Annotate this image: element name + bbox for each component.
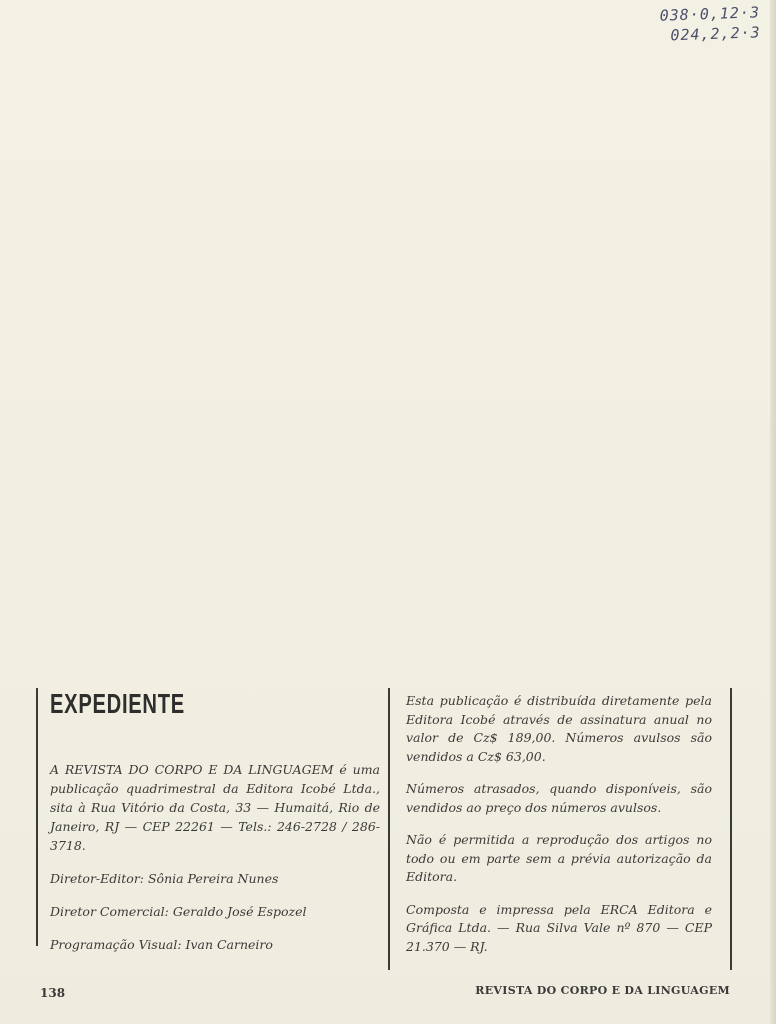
running-title: REVISTA DO CORPO E DA LINGUAGEM	[475, 984, 730, 997]
page-edge	[770, 0, 776, 1024]
handwritten-catalog-note	[659, 2, 761, 45]
printer-paragraph: Composta e impressa pela ERCA Editora e Gráfica Ltda. — Rua Silva Vale nº 870 — CEP 21.370 — RJ.	[406, 901, 712, 954]
expediente-text	[50, 760, 380, 954]
credit-director-editor: Diretor-Editor: Sônia Pereira Nunes	[50, 871, 279, 886]
publication-info: A REVISTA DO CORPO E DA LINGUAGEM é uma publicação quadrimestral da Editora Icobé Ltda., sita à Rua Vitório da Costa, 33 — Humaitá, Rio de Janeiro, RJ — CEP 22261 — Tels.: 246-2728 / 286-3718.	[50, 762, 380, 853]
distribution-text	[406, 692, 712, 970]
back-issues-paragraph: Números atrasados, quando disponíveis, são vendidos ao preço dos números avulsos.	[406, 781, 712, 815]
expediente-column	[36, 688, 382, 952]
page-number: 138	[40, 986, 66, 1000]
handwritten-line-2: 024,2,2·3	[669, 23, 761, 45]
expediente-heading: EXPEDIENTE	[50, 688, 185, 719]
credit-visual-programming: Programação Visual: Ivan Carneiro	[50, 937, 273, 952]
handwritten-line-1: 038·0,12·3	[659, 3, 760, 25]
subscription-paragraph: Esta publicação é distribuída diretamente pela Editora Icobé através de assinatura anual no valor de Cz$ 189,00. Números avulsos são vendidos a Cz$ 63,00.	[406, 693, 712, 764]
distribution-column	[388, 688, 732, 970]
credit-commercial-director: Diretor Comercial: Geraldo José Espozel	[50, 904, 307, 919]
copyright-paragraph: Não é permitida a reprodução dos artigos no todo ou em parte sem a prévia autorização da Editora.	[406, 832, 712, 884]
